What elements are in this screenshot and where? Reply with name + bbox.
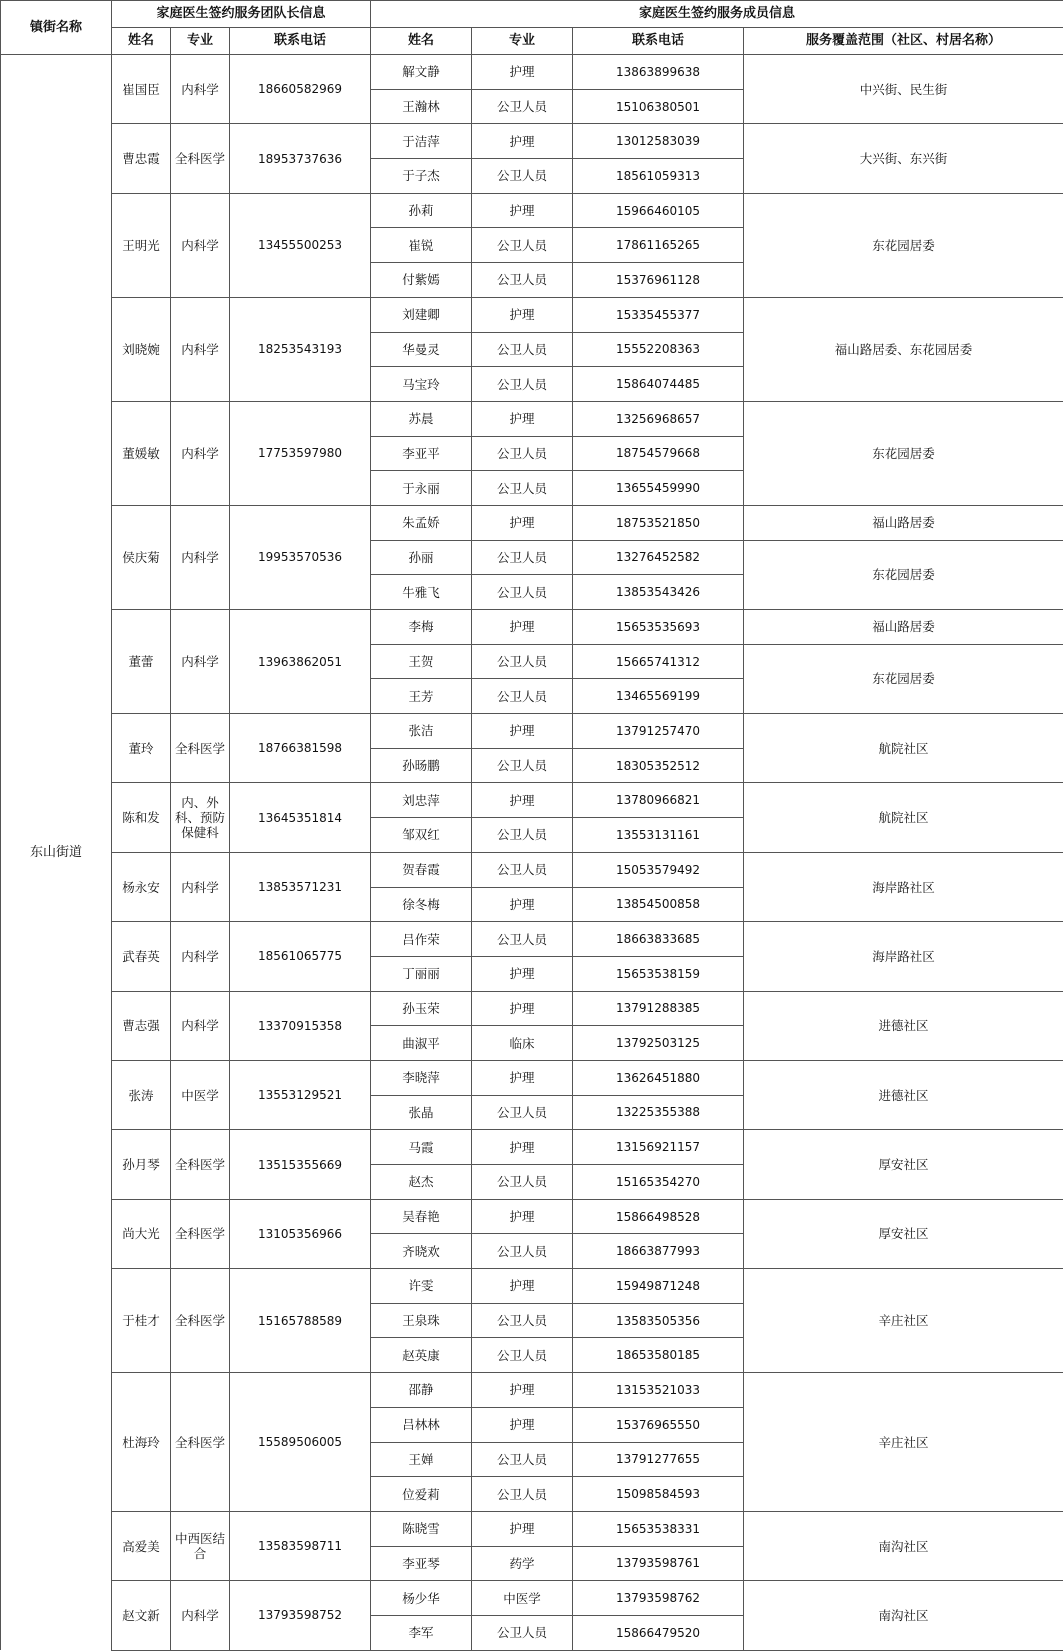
header-leader-group: 家庭医生签约服务团队长信息 — [112, 1, 371, 28]
member-name: 吴春艳 — [371, 1199, 472, 1234]
member-phone: 13256968657 — [573, 401, 744, 436]
leader-specialty: 全科医学 — [171, 1373, 230, 1512]
member-specialty: 公卫人员 — [472, 1477, 573, 1512]
header-member-group: 家庭医生签约服务成员信息 — [371, 1, 1063, 28]
leader-name: 尚大光 — [112, 1199, 171, 1268]
town-cell: 东山街道 — [1, 55, 112, 1651]
member-phone: 13791277655 — [573, 1442, 744, 1477]
table-row — [1, 55, 1063, 90]
member-phone: 15165354270 — [573, 1165, 744, 1200]
member-specialty: 护理 — [472, 714, 573, 749]
member-specialty: 公卫人员 — [472, 1338, 573, 1373]
table-row — [1, 1199, 1063, 1234]
member-specialty: 护理 — [472, 1199, 573, 1234]
member-specialty: 护理 — [472, 1407, 573, 1442]
member-phone: 15376965550 — [573, 1407, 744, 1442]
coverage-area: 辛庄社区 — [744, 1269, 1063, 1373]
leader-name: 赵文新 — [112, 1581, 171, 1650]
member-name: 徐冬梅 — [371, 887, 472, 922]
leader-name: 陈和发 — [112, 783, 171, 852]
leader-name: 曹志强 — [112, 991, 171, 1060]
header-row-1 — [1, 1, 1063, 28]
member-name: 赵杰 — [371, 1165, 472, 1200]
header-leader-phone: 联系电话 — [230, 28, 371, 55]
member-specialty: 公卫人员 — [472, 748, 573, 783]
member-specialty: 护理 — [472, 297, 573, 332]
member-phone: 15376961128 — [573, 263, 744, 298]
member-specialty: 护理 — [472, 610, 573, 645]
member-name: 刘建卿 — [371, 297, 472, 332]
leader-specialty: 内、外科、预防保健科 — [171, 783, 230, 852]
leader-specialty: 全科医学 — [171, 1269, 230, 1373]
leader-name: 董蕾 — [112, 610, 171, 714]
coverage-area: 东花园居委 — [744, 644, 1063, 713]
leader-name: 董玲 — [112, 714, 171, 783]
member-specialty: 公卫人员 — [472, 1095, 573, 1130]
member-name: 邵静 — [371, 1373, 472, 1408]
leader-phone: 18253543193 — [230, 297, 371, 401]
table-row — [1, 714, 1063, 749]
header-town: 镇街名称 — [1, 1, 112, 55]
member-phone: 13553131161 — [573, 818, 744, 853]
member-name: 王泉珠 — [371, 1303, 472, 1338]
leader-name: 武春英 — [112, 922, 171, 991]
member-name: 李晓萍 — [371, 1060, 472, 1095]
table-row — [1, 401, 1063, 436]
member-phone: 15653538331 — [573, 1511, 744, 1546]
member-phone: 15866498528 — [573, 1199, 744, 1234]
table-row — [1, 1511, 1063, 1546]
member-name: 齐晓欢 — [371, 1234, 472, 1269]
member-name: 孙玉荣 — [371, 991, 472, 1026]
table-row — [1, 1373, 1063, 1408]
member-phone: 15966460105 — [573, 193, 744, 228]
leader-phone: 13370915358 — [230, 991, 371, 1060]
coverage-area: 大兴街、东兴街 — [744, 124, 1063, 193]
member-specialty: 公卫人员 — [472, 1442, 573, 1477]
member-name: 张洁 — [371, 714, 472, 749]
coverage-area: 厚安社区 — [744, 1199, 1063, 1268]
leader-specialty: 内科学 — [171, 610, 230, 714]
member-name: 华曼灵 — [371, 332, 472, 367]
member-name: 杨少华 — [371, 1581, 472, 1616]
member-phone: 18753521850 — [573, 505, 744, 540]
member-specialty: 公卫人员 — [472, 679, 573, 714]
leader-name: 侯庆菊 — [112, 505, 171, 609]
leader-specialty: 内科学 — [171, 297, 230, 401]
member-specialty: 公卫人员 — [472, 159, 573, 194]
member-specialty: 公卫人员 — [472, 540, 573, 575]
leader-specialty: 内科学 — [171, 1581, 230, 1650]
leader-name: 杨永安 — [112, 852, 171, 921]
member-name: 李军 — [371, 1615, 472, 1650]
leader-specialty: 全科医学 — [171, 1199, 230, 1268]
coverage-area: 福山路居委、东花园居委 — [744, 297, 1063, 401]
leader-phone: 13515355669 — [230, 1130, 371, 1199]
coverage-area: 航院社区 — [744, 783, 1063, 852]
leader-phone: 13645351814 — [230, 783, 371, 852]
leader-specialty: 内科学 — [171, 401, 230, 505]
coverage-area: 中兴街、民生街 — [744, 55, 1063, 124]
member-phone: 13156921157 — [573, 1130, 744, 1165]
member-name: 王贺 — [371, 644, 472, 679]
member-phone: 18663877993 — [573, 1234, 744, 1269]
member-phone: 13793598761 — [573, 1546, 744, 1581]
leader-specialty: 内科学 — [171, 55, 230, 124]
leader-phone: 19953570536 — [230, 505, 371, 609]
member-name: 陈晓雪 — [371, 1511, 472, 1546]
coverage-area: 福山路居委 — [744, 505, 1063, 540]
member-phone: 15106380501 — [573, 89, 744, 124]
member-specialty: 护理 — [472, 401, 573, 436]
member-specialty: 护理 — [472, 956, 573, 991]
member-name: 邹双红 — [371, 818, 472, 853]
member-specialty: 护理 — [472, 1060, 573, 1095]
member-name: 崔锐 — [371, 228, 472, 263]
member-phone: 15949871248 — [573, 1269, 744, 1304]
member-phone: 13012583039 — [573, 124, 744, 159]
member-specialty: 公卫人员 — [472, 263, 573, 298]
member-name: 刘忠萍 — [371, 783, 472, 818]
leader-phone: 13963862051 — [230, 610, 371, 714]
coverage-area: 进德社区 — [744, 1060, 1063, 1129]
leader-name: 董媛敏 — [112, 401, 171, 505]
member-name: 苏晨 — [371, 401, 472, 436]
member-phone: 13225355388 — [573, 1095, 744, 1130]
member-name: 孙旸鹏 — [371, 748, 472, 783]
leader-specialty: 内科学 — [171, 193, 230, 297]
member-name: 李亚琴 — [371, 1546, 472, 1581]
member-specialty: 公卫人员 — [472, 1303, 573, 1338]
member-specialty: 护理 — [472, 991, 573, 1026]
table-row — [1, 610, 1063, 645]
member-phone: 13153521033 — [573, 1373, 744, 1408]
header-member-phone: 联系电话 — [573, 28, 744, 55]
member-phone: 17861165265 — [573, 228, 744, 263]
member-phone: 15053579492 — [573, 852, 744, 887]
member-specialty: 公卫人员 — [472, 818, 573, 853]
member-name: 马宝玲 — [371, 367, 472, 402]
member-specialty: 临床 — [472, 1026, 573, 1061]
member-specialty: 公卫人员 — [472, 922, 573, 957]
coverage-area: 南沟社区 — [744, 1511, 1063, 1580]
leader-name: 王明光 — [112, 193, 171, 297]
member-specialty: 公卫人员 — [472, 89, 573, 124]
member-specialty: 中医学 — [472, 1581, 573, 1616]
member-phone: 18305352512 — [573, 748, 744, 783]
member-specialty: 公卫人员 — [472, 471, 573, 506]
table-row — [1, 991, 1063, 1026]
coverage-area: 福山路居委 — [744, 610, 1063, 645]
member-phone: 15653538159 — [573, 956, 744, 991]
table-row — [1, 1130, 1063, 1165]
member-specialty: 护理 — [472, 55, 573, 90]
member-phone: 13583505356 — [573, 1303, 744, 1338]
member-specialty: 护理 — [472, 124, 573, 159]
leader-name: 高爱美 — [112, 1511, 171, 1580]
header-row-2 — [1, 28, 1063, 55]
member-name: 李亚平 — [371, 436, 472, 471]
member-phone: 13854500858 — [573, 887, 744, 922]
member-name: 赵英康 — [371, 1338, 472, 1373]
coverage-area: 厚安社区 — [744, 1130, 1063, 1199]
coverage-area: 海岸路社区 — [744, 922, 1063, 991]
member-specialty: 护理 — [472, 193, 573, 228]
leader-name: 张涛 — [112, 1060, 171, 1129]
header-coverage: 服务覆盖范围（社区、村居名称） — [744, 28, 1063, 55]
member-name: 曲淑平 — [371, 1026, 472, 1061]
leader-phone: 13583598711 — [230, 1511, 371, 1580]
member-phone: 18561059313 — [573, 159, 744, 194]
table-row — [1, 922, 1063, 957]
member-phone: 13793598762 — [573, 1581, 744, 1616]
member-name: 付紫嫣 — [371, 263, 472, 298]
member-phone: 15098584593 — [573, 1477, 744, 1512]
coverage-area: 东花园居委 — [744, 193, 1063, 297]
member-name: 丁丽丽 — [371, 956, 472, 991]
coverage-area: 航院社区 — [744, 714, 1063, 783]
member-phone: 13626451880 — [573, 1060, 744, 1095]
member-phone: 13780966821 — [573, 783, 744, 818]
leader-specialty: 中医学 — [171, 1060, 230, 1129]
member-name: 于永丽 — [371, 471, 472, 506]
member-phone: 13791257470 — [573, 714, 744, 749]
member-name: 王瀚林 — [371, 89, 472, 124]
table-row — [1, 505, 1063, 540]
table-row — [1, 1060, 1063, 1095]
member-phone: 15665741312 — [573, 644, 744, 679]
leader-name: 崔国臣 — [112, 55, 171, 124]
member-name: 解文静 — [371, 55, 472, 90]
leader-name: 孙月琴 — [112, 1130, 171, 1199]
member-name: 王婵 — [371, 1442, 472, 1477]
coverage-area: 东花园居委 — [744, 540, 1063, 609]
table-row — [1, 297, 1063, 332]
leader-specialty: 中西医结合 — [171, 1511, 230, 1580]
leader-phone: 15165788589 — [230, 1269, 371, 1373]
leader-phone: 18766381598 — [230, 714, 371, 783]
member-name: 孙莉 — [371, 193, 472, 228]
member-specialty: 药学 — [472, 1546, 573, 1581]
member-name: 贺春霞 — [371, 852, 472, 887]
table-row — [1, 193, 1063, 228]
member-specialty: 公卫人员 — [472, 332, 573, 367]
member-name: 孙丽 — [371, 540, 472, 575]
coverage-area: 进德社区 — [744, 991, 1063, 1060]
header-leader-name: 姓名 — [112, 28, 171, 55]
member-name: 朱孟娇 — [371, 505, 472, 540]
leader-specialty: 全科医学 — [171, 714, 230, 783]
member-phone: 13863899638 — [573, 55, 744, 90]
member-specialty: 公卫人员 — [472, 852, 573, 887]
member-phone: 18754579668 — [573, 436, 744, 471]
leader-specialty: 内科学 — [171, 852, 230, 921]
leader-name: 曹忠霞 — [112, 124, 171, 193]
coverage-area: 海岸路社区 — [744, 852, 1063, 921]
member-phone: 18663833685 — [573, 922, 744, 957]
member-name: 于洁萍 — [371, 124, 472, 159]
member-specialty: 护理 — [472, 887, 573, 922]
member-phone: 15335455377 — [573, 297, 744, 332]
leader-phone: 13793598752 — [230, 1581, 371, 1650]
leader-phone: 13105356966 — [230, 1199, 371, 1268]
member-specialty: 护理 — [472, 1269, 573, 1304]
leader-phone: 18660582969 — [230, 55, 371, 124]
table-row — [1, 783, 1063, 818]
member-name: 许雯 — [371, 1269, 472, 1304]
member-specialty: 护理 — [472, 783, 573, 818]
coverage-area: 南沟社区 — [744, 1581, 1063, 1650]
member-phone: 13465569199 — [573, 679, 744, 714]
member-specialty: 护理 — [472, 505, 573, 540]
member-phone: 13792503125 — [573, 1026, 744, 1061]
member-specialty: 护理 — [472, 1130, 573, 1165]
member-specialty: 公卫人员 — [472, 367, 573, 402]
leader-phone: 17753597980 — [230, 401, 371, 505]
member-phone: 13791288385 — [573, 991, 744, 1026]
coverage-area: 东花园居委 — [744, 401, 1063, 505]
member-name: 牛雅飞 — [371, 575, 472, 610]
leader-specialty: 内科学 — [171, 991, 230, 1060]
member-specialty: 公卫人员 — [472, 1234, 573, 1269]
leader-specialty: 全科医学 — [171, 1130, 230, 1199]
leader-name: 刘晓婉 — [112, 297, 171, 401]
member-specialty: 公卫人员 — [472, 1165, 573, 1200]
leader-specialty: 全科医学 — [171, 124, 230, 193]
leader-specialty: 内科学 — [171, 505, 230, 609]
table-row — [1, 1269, 1063, 1304]
leader-phone: 13455500253 — [230, 193, 371, 297]
table-row — [1, 852, 1063, 887]
member-specialty: 公卫人员 — [472, 575, 573, 610]
member-specialty: 护理 — [472, 1373, 573, 1408]
member-phone: 15552208363 — [573, 332, 744, 367]
member-specialty: 护理 — [472, 1511, 573, 1546]
member-name: 位爱莉 — [371, 1477, 472, 1512]
leader-phone: 13553129521 — [230, 1060, 371, 1129]
member-phone: 13853543426 — [573, 575, 744, 610]
member-phone: 15653535693 — [573, 610, 744, 645]
table-row — [1, 124, 1063, 159]
member-name: 马霞 — [371, 1130, 472, 1165]
leader-phone: 18953737636 — [230, 124, 371, 193]
member-phone: 13276452582 — [573, 540, 744, 575]
leader-phone: 13853571231 — [230, 852, 371, 921]
member-name: 于子杰 — [371, 159, 472, 194]
member-phone: 15866479520 — [573, 1615, 744, 1650]
member-name: 吕林林 — [371, 1407, 472, 1442]
member-specialty: 公卫人员 — [472, 436, 573, 471]
member-specialty: 公卫人员 — [472, 1615, 573, 1650]
member-specialty: 公卫人员 — [472, 644, 573, 679]
leader-name: 于桂才 — [112, 1269, 171, 1373]
member-name: 张晶 — [371, 1095, 472, 1130]
coverage-area: 辛庄社区 — [744, 1373, 1063, 1512]
table-row — [1, 1581, 1063, 1616]
member-phone: 13655459990 — [573, 471, 744, 506]
member-name: 吕作荣 — [371, 922, 472, 957]
member-phone: 18653580185 — [573, 1338, 744, 1373]
header-leader-specialty: 专业 — [171, 28, 230, 55]
leader-specialty: 内科学 — [171, 922, 230, 991]
member-name: 王芳 — [371, 679, 472, 714]
member-name: 李梅 — [371, 610, 472, 645]
member-specialty: 公卫人员 — [472, 228, 573, 263]
member-phone: 15864074485 — [573, 367, 744, 402]
header-member-name: 姓名 — [371, 28, 472, 55]
leader-name: 杜海玲 — [112, 1373, 171, 1512]
header-member-specialty: 专业 — [472, 28, 573, 55]
leader-phone: 18561065775 — [230, 922, 371, 991]
leader-phone: 15589506005 — [230, 1373, 371, 1512]
